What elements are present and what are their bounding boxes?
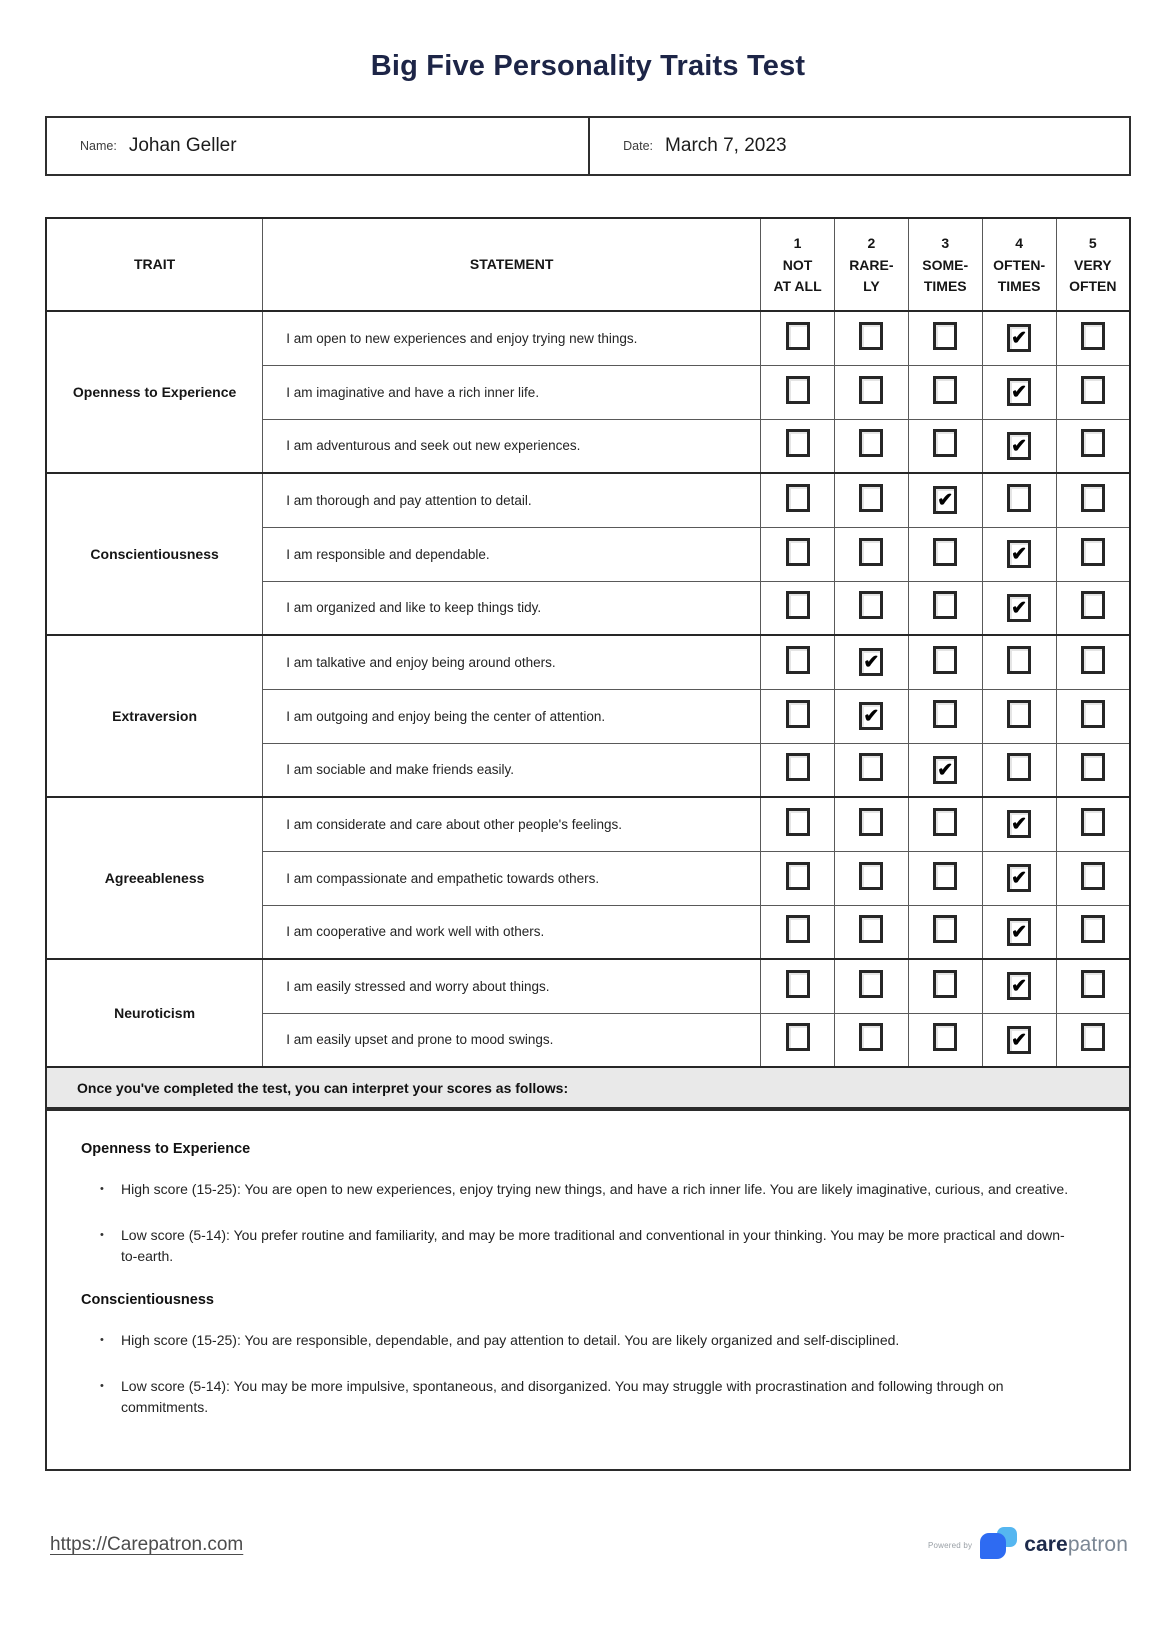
date-field[interactable]: March 7, 2023 <box>665 135 787 156</box>
rating-checkbox[interactable] <box>761 527 835 581</box>
powered-by-label: Powered by <box>927 1540 973 1550</box>
statement-row <box>46 473 1130 527</box>
rating-checkbox[interactable] <box>834 905 908 959</box>
rating-checkbox[interactable] <box>1056 743 1130 797</box>
check-icon: ✔ <box>937 759 954 781</box>
check-icon: ✔ <box>1011 382 1028 403</box>
rating-checkbox[interactable] <box>908 419 982 473</box>
rating-checkbox[interactable] <box>1056 797 1130 851</box>
check-icon: ✔ <box>1011 921 1028 943</box>
rating-checkbox-checked[interactable] <box>982 419 1056 473</box>
rating-checkbox[interactable] <box>834 527 908 581</box>
section-heading: Conscientiousness <box>81 1292 214 1309</box>
carepatron-link[interactable]: https://Carepatron.com <box>50 1534 244 1556</box>
trait-label: Extraversion <box>46 635 263 797</box>
trait-label: Openness to Experience <box>46 311 263 473</box>
rating-checkbox[interactable] <box>834 1013 908 1067</box>
rating-column-header: 3 SOME- TIMES <box>908 218 982 311</box>
rating-checkbox-checked[interactable] <box>982 365 1056 419</box>
rating-checkbox[interactable] <box>908 905 982 959</box>
statement-row <box>46 959 1130 1013</box>
rating-checkbox[interactable] <box>761 311 835 365</box>
rating-checkbox[interactable] <box>908 311 982 365</box>
rating-checkbox[interactable] <box>834 797 908 851</box>
check-icon: ✔ <box>1011 868 1028 889</box>
brand-wordmark <box>1024 1533 1128 1557</box>
statement-text: I am easily stressed and worry about things. <box>263 959 761 1013</box>
rating-checkbox[interactable] <box>1056 473 1130 527</box>
score-interpretation-bullet: • High score (15-25): You are responsible, dependable, and pay attention to detail. You are likely organized and self-disciplined. <box>91 1330 1076 1352</box>
name-date-box <box>45 116 1131 176</box>
rating-checkbox[interactable] <box>982 473 1056 527</box>
logo-bubble-dark <box>980 1533 1006 1559</box>
rating-checkbox[interactable] <box>1056 1013 1130 1067</box>
statement-text: I am responsible and dependable. <box>263 527 761 581</box>
trait-label: Neuroticism <box>46 959 263 1067</box>
rating-checkbox[interactable] <box>834 959 908 1013</box>
statement-row <box>46 797 1130 851</box>
rating-checkbox[interactable] <box>908 959 982 1013</box>
rating-checkbox[interactable] <box>982 743 1056 797</box>
statement-text: I am adventurous and seek out new experiences. <box>263 419 761 473</box>
statement-text: I am talkative and enjoy being around others. <box>263 635 761 689</box>
trait-label: Agreeableness <box>46 797 263 959</box>
statement-text: I am outgoing and enjoy being the center of attention. <box>263 689 761 743</box>
rating-checkbox[interactable] <box>834 581 908 635</box>
check-icon: ✔ <box>1011 328 1028 350</box>
rating-checkbox[interactable] <box>1056 311 1130 365</box>
rating-checkbox[interactable] <box>761 797 835 851</box>
brand-wordmark-light: patron <box>1067 1533 1128 1557</box>
statement-text: I am cooperative and work well with others. <box>263 905 761 959</box>
ratings-table <box>45 217 1131 1068</box>
rating-checkbox[interactable] <box>761 959 835 1013</box>
page-title: Big Five Personality Traits Test <box>370 50 806 82</box>
rating-checkbox-checked[interactable] <box>908 743 982 797</box>
section-heading: Openness to Experience <box>81 1141 251 1157</box>
rating-checkbox[interactable] <box>1056 581 1130 635</box>
rating-checkbox[interactable] <box>761 905 835 959</box>
rating-column-header: 4 OFTEN- TIMES <box>982 218 1056 311</box>
check-icon: ✔ <box>1011 597 1028 619</box>
rating-checkbox[interactable] <box>834 473 908 527</box>
rating-checkbox[interactable] <box>982 689 1056 743</box>
rating-checkbox-checked[interactable] <box>982 311 1056 365</box>
statement-text: I am thorough and pay attention to detail. <box>263 473 761 527</box>
rating-checkbox[interactable] <box>908 635 982 689</box>
rating-column-header: 2 RARE- LY <box>834 218 908 311</box>
statement-text: I am compassionate and empathetic towards others. <box>263 851 761 905</box>
rating-checkbox[interactable] <box>761 689 835 743</box>
score-interpretation-bullet: • Low score (5-14): You may be more impulsive, spontaneous, and disorganized. You may struggle with procrastination and following through on commitments. <box>91 1376 1076 1419</box>
date-label: Date: <box>623 139 654 153</box>
trait-label: Conscientiousness <box>46 473 263 635</box>
rating-checkbox[interactable] <box>834 743 908 797</box>
rating-checkbox-checked[interactable] <box>982 959 1056 1013</box>
rating-checkbox-checked[interactable] <box>982 527 1056 581</box>
rating-checkbox[interactable] <box>761 581 835 635</box>
table-header-row <box>46 218 1130 311</box>
rating-checkbox[interactable] <box>761 851 835 905</box>
statement-text: I am considerate and care about other people's feelings. <box>263 797 761 851</box>
rating-checkbox[interactable] <box>1056 419 1130 473</box>
rating-checkbox-checked[interactable] <box>982 1013 1056 1067</box>
carepatron-brand <box>928 1527 1128 1563</box>
rating-checkbox[interactable] <box>908 365 982 419</box>
rating-checkbox[interactable] <box>908 689 982 743</box>
rating-checkbox-checked[interactable] <box>834 635 908 689</box>
rating-checkbox[interactable] <box>761 419 835 473</box>
check-icon: ✔ <box>1011 435 1028 457</box>
statement-text: I am open to new experiences and enjoy trying new things. <box>263 311 761 365</box>
check-icon: ✔ <box>1011 1029 1028 1051</box>
rating-checkbox[interactable] <box>761 743 835 797</box>
rating-checkbox[interactable] <box>761 365 835 419</box>
name-label: Name: <box>80 139 117 153</box>
rating-column-header: 5 VERY OFTEN <box>1056 218 1130 311</box>
date-cell <box>590 118 1129 174</box>
page-footer <box>0 1527 1176 1563</box>
rating-checkbox[interactable] <box>908 851 982 905</box>
rating-checkbox[interactable] <box>1056 527 1130 581</box>
score-interpretation-bullet: • Low score (5-14): You prefer routine and familiarity, and may be more traditional and conventional in your thinking. You may be more practical and down-to-earth. <box>91 1225 1076 1268</box>
statement-row <box>46 311 1130 365</box>
rating-checkbox[interactable] <box>761 635 835 689</box>
name-cell <box>47 118 590 174</box>
rating-column-header: 1 NOT AT ALL <box>761 218 835 311</box>
check-icon: ✔ <box>1011 544 1028 565</box>
rating-checkbox[interactable] <box>834 851 908 905</box>
rating-checkbox[interactable] <box>1056 905 1130 959</box>
rating-checkbox[interactable] <box>1056 365 1130 419</box>
rating-checkbox-checked[interactable] <box>982 581 1056 635</box>
statement-text: I am easily upset and prone to mood swings. <box>263 1013 761 1067</box>
rating-checkbox[interactable] <box>1056 851 1130 905</box>
rating-checkbox[interactable] <box>834 419 908 473</box>
rating-checkbox[interactable] <box>834 311 908 365</box>
statement-text: I am organized and like to keep things tidy. <box>263 581 761 635</box>
rating-checkbox[interactable] <box>761 1013 835 1067</box>
rating-checkbox[interactable] <box>908 581 982 635</box>
check-icon: ✔ <box>1011 814 1028 836</box>
rating-checkbox-checked[interactable] <box>982 851 1056 905</box>
brand-wordmark-bold: care <box>1024 1533 1068 1557</box>
rating-checkbox[interactable] <box>1056 689 1130 743</box>
check-icon: ✔ <box>1011 976 1028 998</box>
rating-checkbox[interactable] <box>1056 959 1130 1013</box>
interpretation-header-band: Once you've completed the test, you can interpret your scores as follows: <box>45 1068 1131 1109</box>
rating-checkbox-checked[interactable] <box>982 797 1056 851</box>
check-icon: ✔ <box>863 652 880 674</box>
carepatron-logo-icon <box>980 1527 1024 1563</box>
rating-checkbox[interactable] <box>908 527 982 581</box>
rating-checkbox-checked[interactable] <box>834 689 908 743</box>
statement-text: I am imaginative and have a rich inner life. <box>263 365 761 419</box>
rating-checkbox[interactable] <box>908 1013 982 1067</box>
rating-checkbox[interactable] <box>1056 635 1130 689</box>
check-icon: ✔ <box>937 490 954 512</box>
statement-row <box>46 635 1130 689</box>
score-interpretation-bullet: • High score (15-25): You are open to new experiences, enjoy trying new things, and have a rich inner life. You are likely imaginative, curious, and creative. <box>91 1179 1076 1201</box>
statement-text: I am sociable and make friends easily. <box>263 743 761 797</box>
rating-checkbox[interactable] <box>908 797 982 851</box>
rating-checkbox[interactable] <box>982 635 1056 689</box>
check-icon: ✔ <box>863 706 880 727</box>
rating-checkbox-checked[interactable] <box>982 905 1056 959</box>
rating-checkbox-checked[interactable] <box>908 473 982 527</box>
interpretation-box <box>45 1109 1131 1471</box>
trait-column-header: TRAIT <box>46 218 263 311</box>
name-field[interactable]: Johan Geller <box>128 135 237 156</box>
statement-column-header: STATEMENT <box>263 218 761 311</box>
rating-checkbox[interactable] <box>834 365 908 419</box>
rating-checkbox[interactable] <box>761 473 835 527</box>
